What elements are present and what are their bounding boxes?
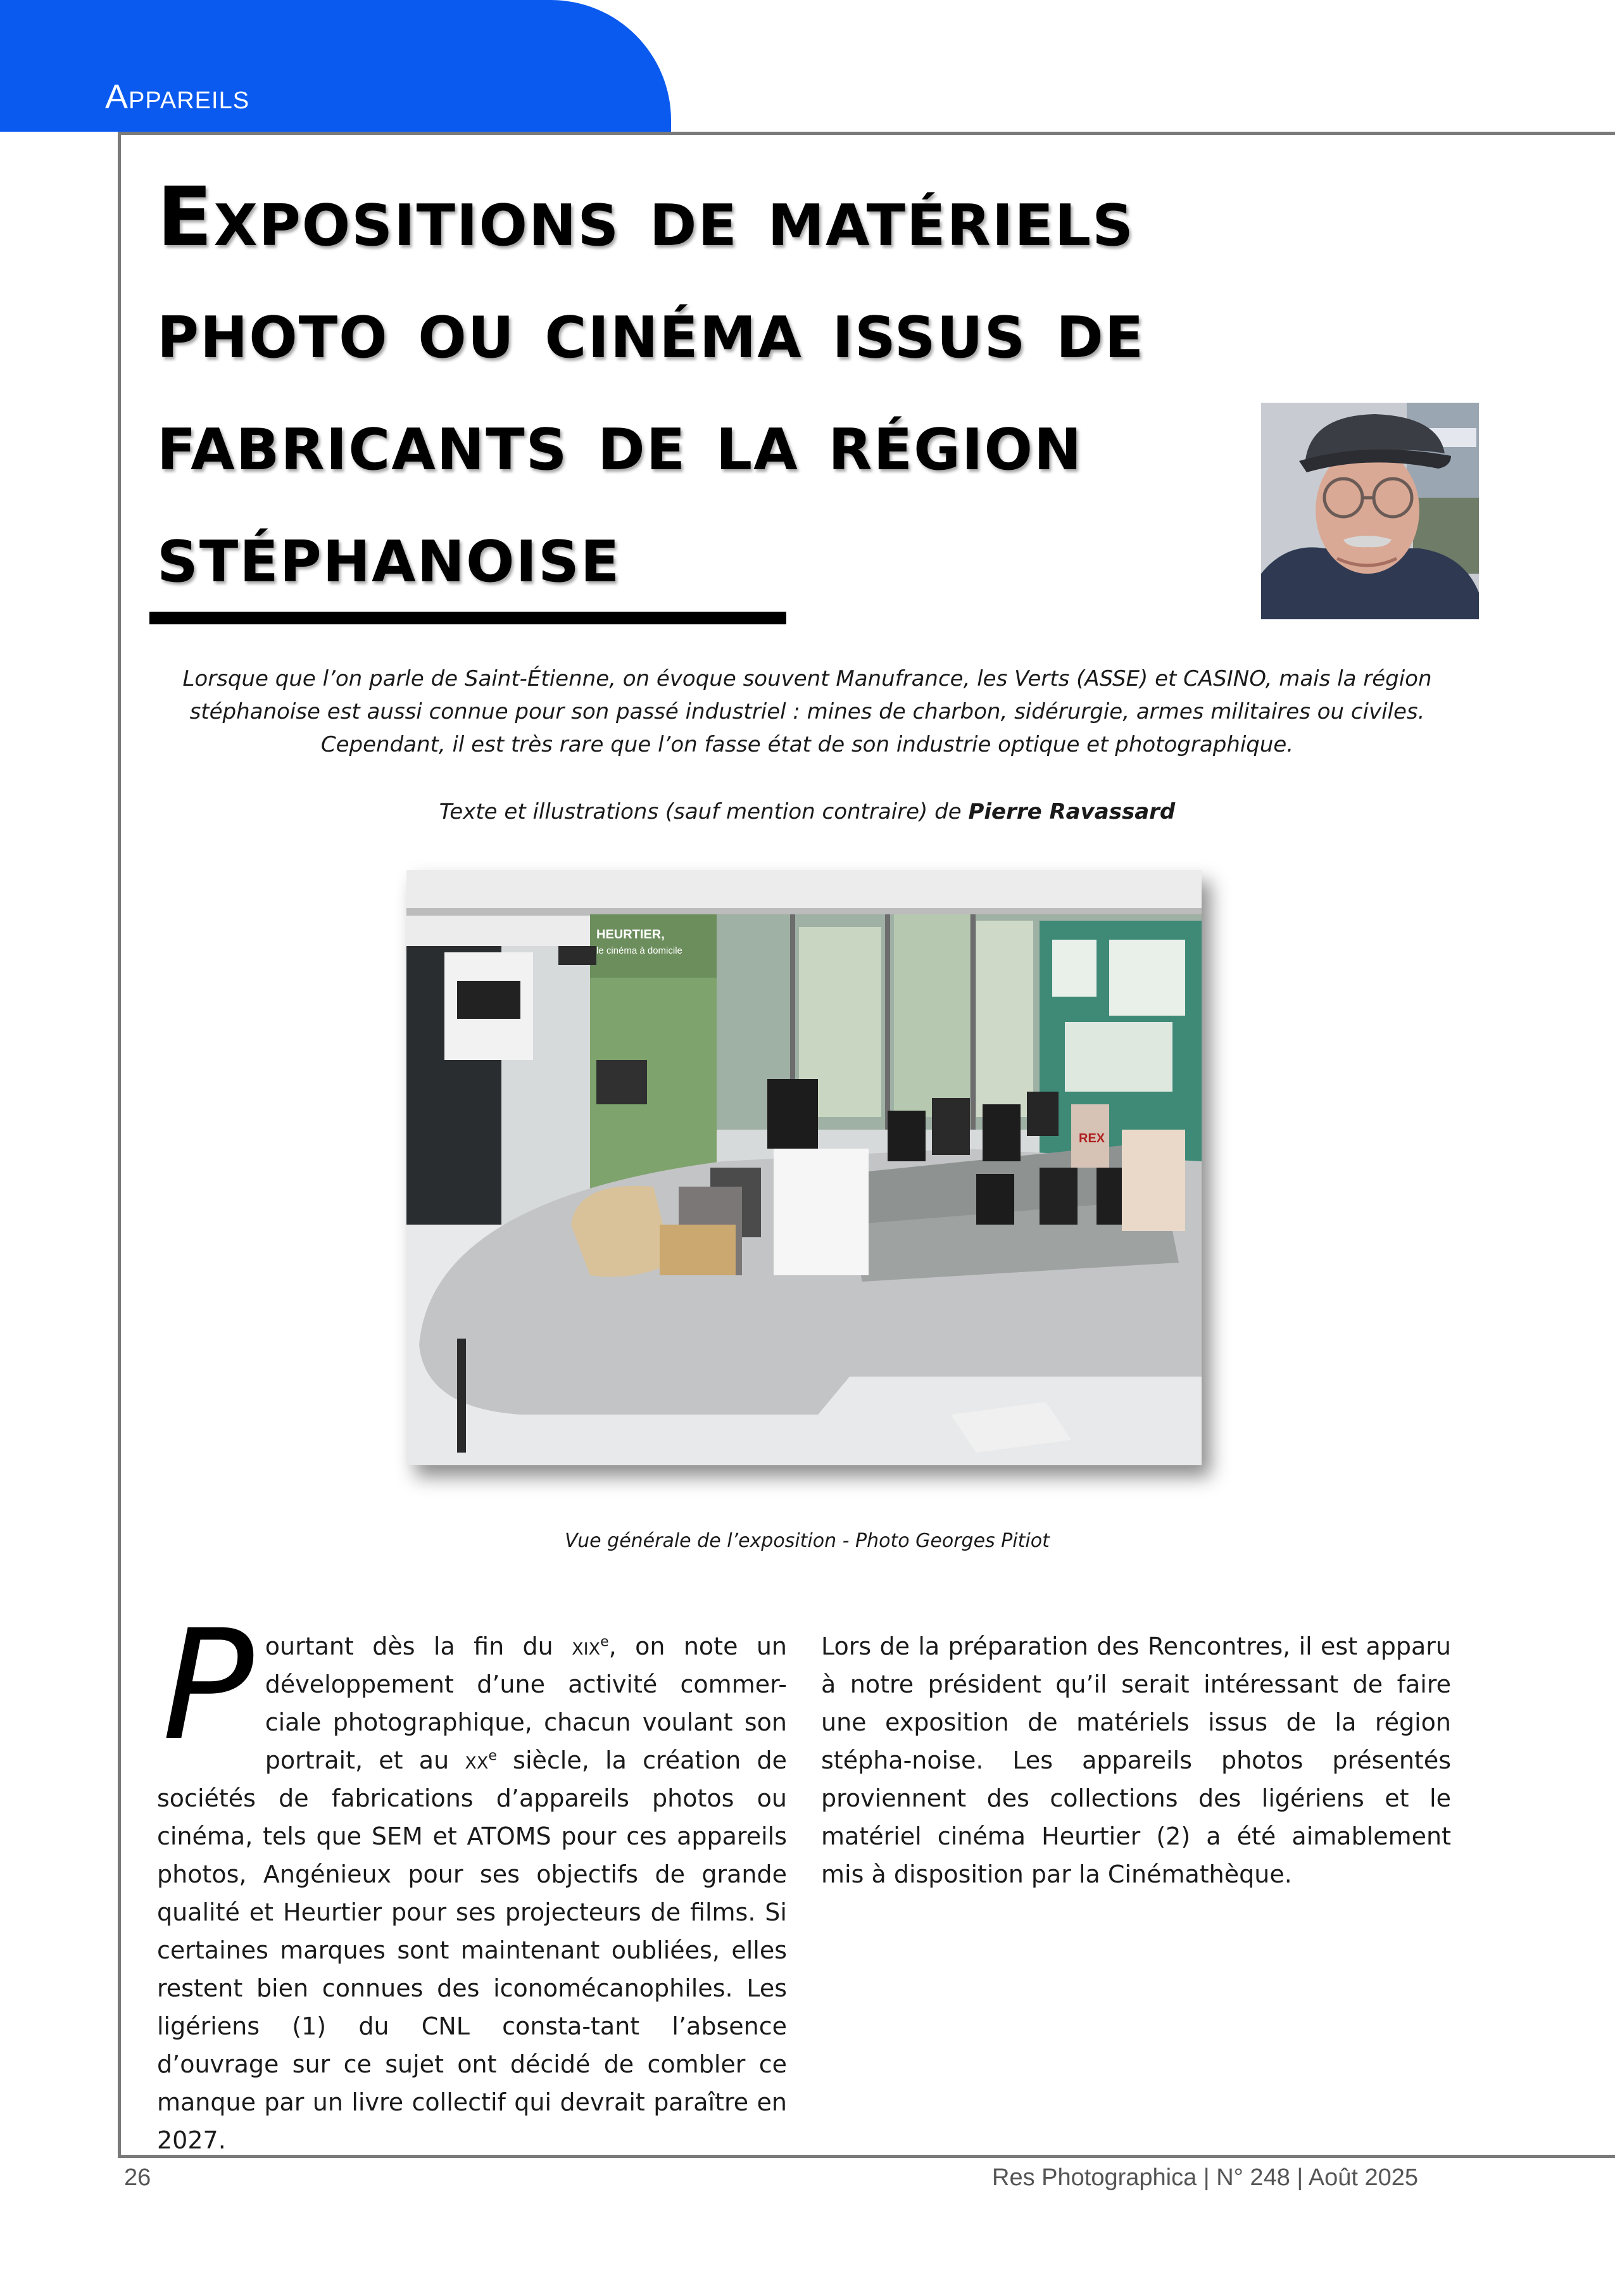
century-numeral: xx bbox=[465, 1746, 489, 1774]
body-column-left bbox=[157, 1597, 787, 2159]
title-line: Expositions de matériels bbox=[157, 170, 1134, 265]
intro-line: Lorsque que l’on parle de Saint-Étienne, on évoque souvent Manufrance, les Verts (ASSE) et CASINO, mais la région bbox=[182, 666, 1432, 691]
title-line: fabricants de la région bbox=[157, 394, 1083, 489]
author-portrait bbox=[1261, 403, 1479, 619]
exhibition-photo bbox=[406, 870, 1202, 1465]
intro-line: Cependant, il est très rare que l’on fasse état de son industrie optique et photographique. bbox=[320, 732, 1294, 757]
publication-footer: Res Photographica | N° 248 | Août 2025 bbox=[992, 2164, 1418, 2191]
photo-caption: Vue générale de l’exposition - Photo Georges Pitiot bbox=[565, 1530, 1050, 1552]
body-column-right: Lors de la préparation des Rencontres, il est apparu à notre président qu’il serait intéressant de faire une exposition de matériels issus de la région stépha-noise. Les appareils photos présentés proviennent des collections des ligériens et le matériel cinéma Heurtier (2) a été aimablement mis à disposition par la Cinémathèque. bbox=[821, 1632, 1451, 1888]
banner-subtitle: le cinéma à domicile bbox=[596, 945, 682, 956]
drop-cap: P bbox=[162, 1597, 254, 1774]
col1-text: ourtant dès la fin du bbox=[265, 1632, 572, 1660]
superscript: e bbox=[488, 1748, 497, 1764]
section-label: Appareils bbox=[105, 78, 250, 116]
intro-paragraph bbox=[158, 662, 1456, 761]
col1-text: , on note un développement d’une activité commer-ciale photographique, chacun voulant son portrait, et au bbox=[265, 1632, 787, 1774]
sign-rex: REX bbox=[1079, 1132, 1105, 1145]
title-underline bbox=[149, 612, 786, 624]
century-numeral: xix bbox=[572, 1632, 601, 1660]
title-line: photo ou cinéma issus de bbox=[157, 282, 1145, 377]
page-number: 26 bbox=[124, 2164, 151, 2191]
credit-prefix: Texte et illustrations (sauf mention contraire) de bbox=[439, 799, 969, 824]
credit-author: Pierre Ravassard bbox=[968, 799, 1176, 824]
article-title bbox=[157, 161, 1297, 610]
section-tab bbox=[0, 0, 671, 132]
col1-text: siècle, la création de sociétés de fabrications d’appareils photos ou cinéma, tels que SEM et ATOMS pour ces appareils photos, Angénieux pour ses objectifs de grande qualité et Heurtier pour ses projecteurs de films. Si certaines marques sont maintenant oubliées, elles restent bien connues des iconomécanophiles. Les ligériens (1) du CNL consta-tant l’absence d’ouvrage sur ce sujet ont décidé de combler ce manque par un livre collectif qui devrait paraître en 2027. bbox=[157, 1746, 787, 2154]
superscript: e bbox=[600, 1634, 609, 1650]
intro-line: stéphanoise est aussi connue pour son passé industriel : mines de charbon, sidérurgie, armes militaires ou civiles. bbox=[189, 699, 1425, 724]
banner-title: HEURTIER, bbox=[596, 928, 665, 942]
title-line: stéphanoise bbox=[157, 507, 621, 601]
author-credit bbox=[158, 799, 1456, 824]
